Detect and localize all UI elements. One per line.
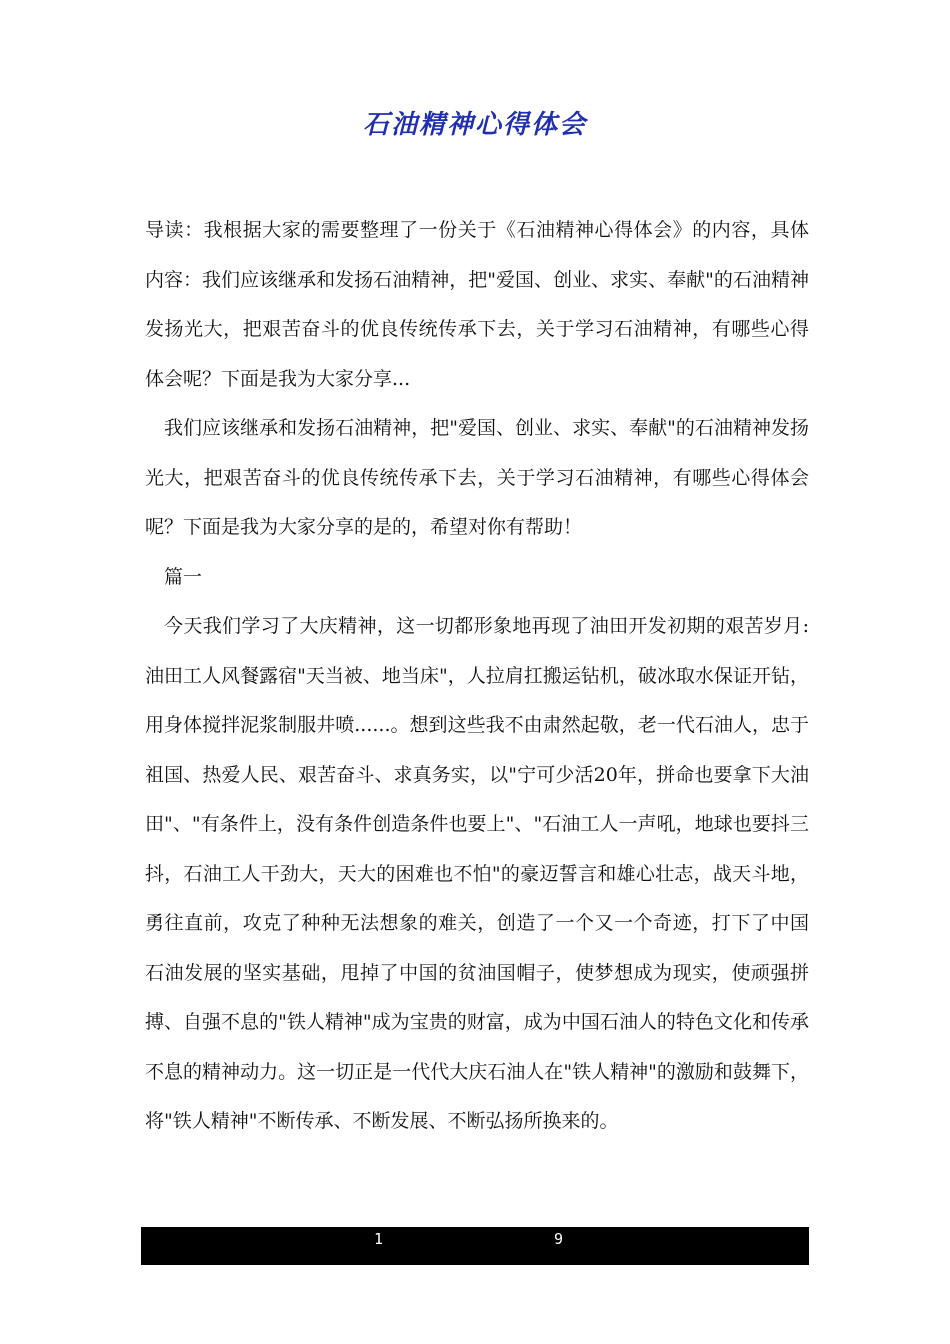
page-total: 9 <box>554 1230 564 1248</box>
page-footer <box>141 1227 809 1265</box>
intro-paragraph: 导读：我根据大家的需要整理了一份关于《石油精神心得体会》的内容，具体内容：我们应该继承和发扬石油精神，把"爱国、创业、求实、奉献"的石油精神发扬光大，把艰苦奋斗的优良传统传承下去，关于学习石油精神，有哪些心得体会呢？下面是我为大家分享... <box>145 219 809 390</box>
body-paragraph: 今天我们学习了大庆精神，这一切都形象地再现了油田开发初期的艰苦岁月:油田工人风餐露宿"天当被、地当床"，人拉肩扛搬运钻机，破冰取水保证开钻，用身体搅拌泥浆制服井喷......。想到这些我不由肃然起敬，老一代石油人，忠于祖国、热爱人民、艰苦奋斗、求真务实，以"宁可少活20年，拼命也要拿下大油田"、"有条件上，没有条件创造条件也要上"、"石油工人一声吼，地球也要抖三抖，石油工人干劲大，天大的困难也不怕"的豪迈誓言和雄心壮志，战天斗地，勇往直前，攻克了种种无法想象的难关，创造了一个又一个奇迹，打下了中国石油发展的坚实基础，甩掉了中国的贫油国帽子，使梦想成为现实，使顽强拼搏、自强不息的"铁人精神"成为宝贵的财富，成为中国石油人的特色文化和传承不息的精神动力。这一切正是一代代大庆石油人在"铁人精神"的激励和鼓舞下，将"铁人精神"不断传承、不断发展、不断弘扬所换来的。 <box>145 615 809 1132</box>
document-body <box>145 206 809 1147</box>
body-paragraph: 我们应该继承和发扬石油精神，把"爱国、创业、求实、奉献"的石油精神发扬光大，把艰苦奋斗的优良传统传承下去，关于学习石油精神，有哪些心得体会呢？下面是我为大家分享的是的，希望对你有帮助！ <box>145 417 809 538</box>
document-title: 石油精神心得体会 <box>362 110 587 140</box>
page-number: 1 <box>374 1230 384 1248</box>
section-heading: 篇一 <box>164 565 203 588</box>
